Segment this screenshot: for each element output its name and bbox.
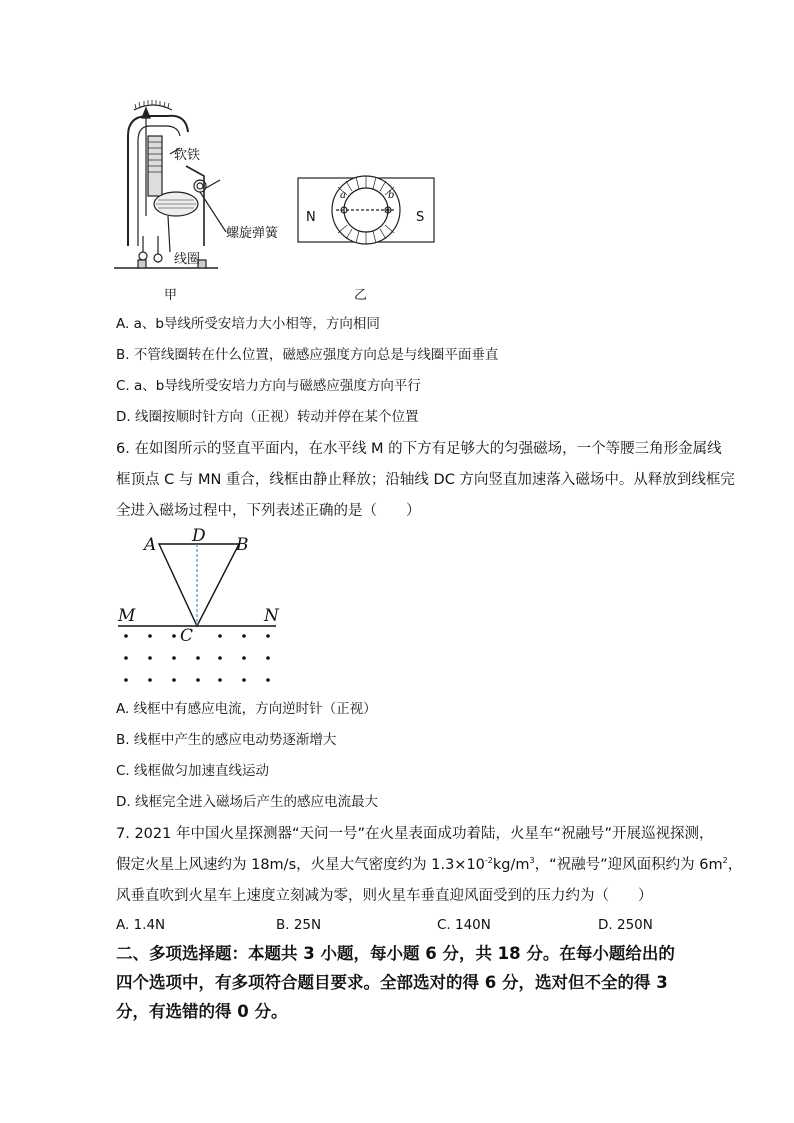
q7-line-2-pre: 假定火星上风速约为 18m/s，火星大气密度约为 1.3×10 — [116, 857, 485, 873]
q7-line-2-mid: kg/m — [492, 857, 530, 873]
q7-line-3: 风垂直吹到火星车上速度立刻减为零，则火星车垂直迎风面受到的压力约为（ ） — [116, 888, 653, 904]
label-D: D — [192, 526, 206, 546]
q7-exp-3: 2 — [722, 856, 728, 866]
q5-option-a: A. a、b导线所受安培力大小相等，方向相同 — [116, 316, 380, 332]
figure-jia — [108, 96, 298, 306]
label-spiral-spring: 螺旋弹簧 — [226, 226, 279, 241]
q7-exp-1: -2 — [484, 856, 493, 866]
q6-stem-line-3: 全进入磁场过程中，下列表述正确的是（ ） — [116, 503, 421, 519]
q7-exp-2: 3 — [529, 856, 535, 866]
label-A: A — [144, 535, 157, 555]
q7-line-2 — [116, 853, 742, 874]
q6-option-a: A. 线框中有感应电流，方向逆时针（正视） — [116, 701, 377, 717]
q6-option-b: B. 线框中产生的感应电动势逐渐增大 — [116, 732, 337, 748]
label-b: b — [388, 190, 395, 201]
label-soft-iron: 软铁 — [174, 148, 201, 163]
galvanometer-diagram — [108, 96, 298, 286]
q5-option-c: C. a、b导线所受安培力方向与磁感应强度方向平行 — [116, 378, 421, 394]
section-2-heading: 二、多项选择题：本题共 3 小题，每小题 6 分，共 18 分。在每小题给出的四个选项中，有多项符合题目要求。全部选对的得 6 分，选对但不全的得 3 分，有选错的得 0 分。 — [116, 944, 675, 1021]
q5-option-b: B. 不管线圈转在什么位置，磁感应强度方向总是与线圈平面垂直 — [116, 347, 499, 363]
label-M: M — [118, 606, 136, 626]
q6-stem-line-1: 6. 在如图所示的竖直平面内，在水平线 M 的下方有足够大的匀强磁场，一个等腰三角形金属线 — [116, 441, 722, 457]
label-n-pole: N — [306, 210, 316, 225]
q7-line-2-end: ， — [727, 857, 743, 873]
q6-stem-line-2: 框顶点 C 与 MN 重合，线框由静止释放；沿轴线 DC 方向竖直加速落入磁场中。从释放到线框完 — [116, 472, 735, 488]
label-B: B — [236, 535, 249, 555]
label-C: C — [180, 626, 194, 646]
figure-yi — [296, 168, 436, 304]
caption-jia: 甲 — [164, 288, 178, 303]
q6-option-d: D. 线框完全进入磁场后产生的感应电流最大 — [116, 794, 378, 810]
q7-option-c: C. 140N — [437, 917, 491, 933]
q7-line-2-post: ，“祝融号”迎风面积约为 6m — [534, 857, 723, 873]
magnet-cross-section — [296, 168, 436, 268]
q7-option-a: A. 1.4N — [116, 917, 166, 933]
label-N: N — [264, 606, 279, 626]
label-s-pole: S — [416, 210, 425, 225]
label-coil: 线圈 — [174, 252, 201, 267]
q6-option-c: C. 线框做匀加速直线运动 — [116, 763, 270, 779]
q7-option-b: B. 25N — [276, 917, 322, 933]
label-a: a — [340, 190, 346, 201]
caption-yi: 乙 — [354, 288, 368, 303]
q7-option-d: D. 250N — [598, 917, 653, 933]
q6-figure — [114, 526, 284, 692]
q5-option-d: D. 线圈按顺时针方向（正视）转动并停在某个位置 — [116, 409, 419, 425]
q7-line-1: 7. 2021 年中国火星探测器“天问一号”在火星表面成功着陆，火星车“祝融号”开展巡视探测， — [116, 826, 714, 842]
triangle-frame-diagram — [114, 526, 284, 692]
